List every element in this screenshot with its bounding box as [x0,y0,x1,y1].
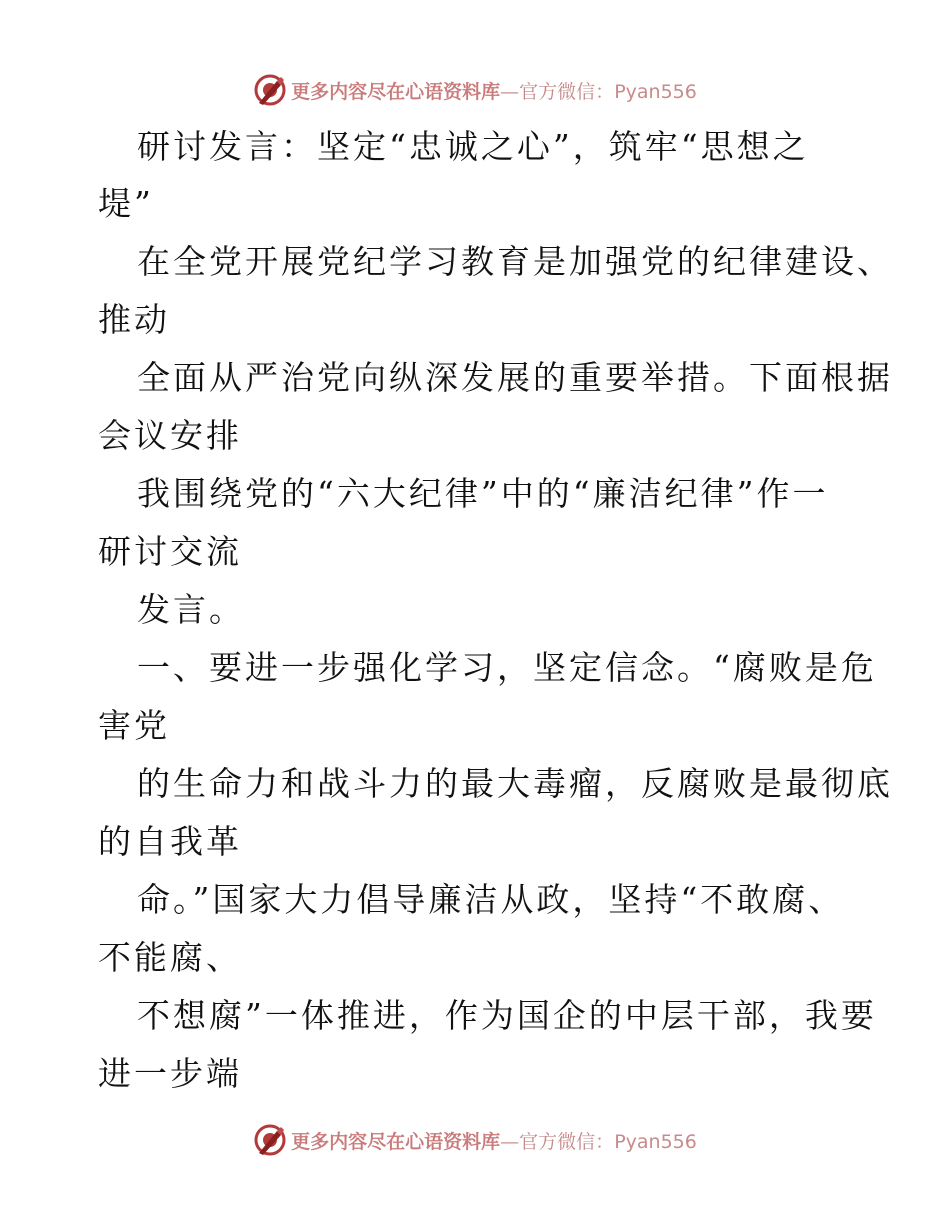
paragraph-line: 的自我革 [98,822,242,861]
footer-banner-wechat-id: Pyan556 [614,1130,697,1153]
paragraph-line: 的生命力和战斗力的最大毒瘤，反腐败是最彻底 [137,764,893,803]
footer-banner [0,1120,950,1160]
footer-banner-main: 更多内容尽在心语资料库 [291,1130,501,1153]
title-line-1: 研讨发言：坚定“忠诚之心”，筑牢“思想之 [137,127,809,166]
footer-banner-wechat-label: 官方微信： [519,1130,615,1153]
paragraph-line: 进一步端 [98,1054,242,1093]
paragraph-line: 在全党开展党纪学习教育是加强党的纪律建设、 [137,242,893,281]
header-banner-dash: — [500,80,520,103]
paragraph-line: 不想腐”一体推进，作为国企的中层干部，我要 [137,996,877,1035]
paragraph-line: 不能腐、 [98,938,242,977]
title-line-2: 堤” [98,184,154,223]
pen-logo-icon [253,73,287,107]
footer-banner-dash: — [500,1130,520,1153]
header-banner-wechat-label: 官方微信： [519,80,615,103]
header-banner-text [291,77,697,104]
paragraph-line: 全面从严治党向纵深发展的重要举措。下面根据 [137,358,893,397]
header-banner [0,70,950,110]
paragraph-line: 命。”国家大力倡导廉洁从政，坚持“不敢腐、 [137,880,845,919]
paragraph-line: 我围绕党的“六大纪律”中的“廉洁纪律”作一 [137,474,829,513]
footer-banner-text [291,1127,697,1154]
header-banner-main: 更多内容尽在心语资料库 [291,80,501,103]
paragraph-line: 研讨交流 [98,532,242,571]
paragraph-line: 一、要进一步强化学习，坚定信念。“腐败是危 [137,648,877,687]
paragraph-line: 会议安排 [98,416,242,455]
header-banner-wechat-id: Pyan556 [614,80,697,103]
paragraph-line: 害党 [98,706,170,745]
paragraph-line: 推动 [98,300,170,339]
pen-logo-icon [253,1123,287,1157]
paragraph-line: 发言。 [137,590,245,629]
